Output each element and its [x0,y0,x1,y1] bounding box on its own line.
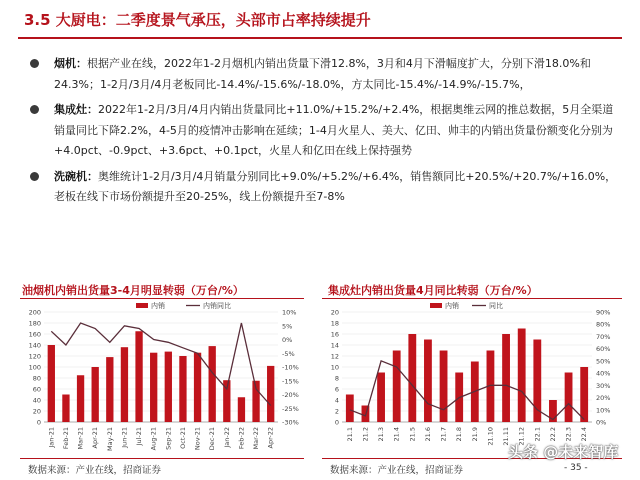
bullet-lead: 集成灶： [54,103,98,116]
y-tick-left: 0 [36,418,41,427]
x-tick-label: Mar-21 [76,427,85,450]
left-chart-source: 数据来源：产业在线，招商证券 [28,465,162,476]
y-tick-right: 10% [282,308,297,317]
y-tick-right: -30% [282,418,299,427]
bar-Apr-22 [267,366,274,422]
bar-21.5 [408,334,416,422]
x-tick-label: 21.1 [345,427,354,442]
bar-21.7 [440,351,448,423]
x-tick-label: 21.8 [455,427,464,442]
left-chart [18,300,308,458]
y-tick-left: 12 [330,352,339,361]
y-tick-right: 10% [596,406,611,415]
x-tick-label: 21.11 [502,427,511,446]
bar-Jul-21 [135,331,142,422]
y-tick-left: 200 [28,308,41,317]
y-tick-left: 180 [28,319,41,328]
x-tick-label: 22.4 [580,427,589,442]
bar-Oct-21 [179,356,186,422]
y-tick-right: 90% [596,308,611,317]
x-tick-label: Feb-22 [237,427,246,450]
y-tick-left: 100 [28,363,41,372]
bar-22.4 [580,367,588,422]
y-tick-left: 14 [330,341,339,350]
y-tick-right: -25% [282,404,299,413]
y-tick-right: 60% [596,345,611,354]
y-tick-left: 140 [28,341,41,350]
bullet-integrated-stove [28,100,622,162]
x-tick-label: 21.12 [517,427,526,446]
bar-21.12 [518,329,526,423]
bullet-text: 奥维统计1-2月/3月/4月销量分别同比+9.0%/+5.2%/+6.4%，销售额同比+20.5%/+20.7%/+16.0%，老板在线下市场份额提升至20-25%，线上份额提升至7-8% [54,169,617,203]
bullet-dot-icon [30,172,39,181]
legend-bar-swatch [430,303,442,308]
y-tick-left: 120 [28,352,41,361]
y-tick-right: 20% [596,394,611,403]
x-tick-label: 22.1 [533,427,542,442]
y-tick-left: 10 [330,363,339,372]
y-tick-left: 4 [334,396,339,405]
x-tick-label: 22.3 [564,427,573,442]
x-tick-label: 21.3 [377,427,386,442]
x-tick-label: Apr-21 [91,427,100,449]
x-tick-label: 21.5 [408,427,417,442]
y-tick-right: 0% [282,336,293,344]
right-chart-title: 集成灶内销出货量4月同比转弱（万台/%） [328,284,538,297]
y-tick-right: 30% [596,381,611,390]
y-tick-left: 40 [32,396,41,405]
bullet-lead: 烟机： [54,57,87,70]
x-tick-label: Jan-22 [222,427,231,448]
bar-21.11 [502,334,510,422]
x-tick-label: Nov-21 [193,427,202,451]
x-tick-label: Apr-22 [266,427,275,449]
x-tick-label: 21.4 [392,427,401,442]
right-chart-title-rule [322,298,622,299]
y-tick-left: 8 [334,374,339,383]
bar-Mar-21 [77,375,84,422]
y-tick-right: 70% [596,332,611,341]
y-tick-right: 50% [596,357,611,366]
bar-Jan-21 [48,345,55,422]
left-source-rule [20,458,304,459]
bar-Dec-21 [209,346,216,422]
left-chart-title: 油烟机内销出货量3-4月明显转弱（万台/%） [22,284,244,297]
x-tick-label: Dec-21 [208,427,217,451]
legend-bar-label: 内销 [445,302,459,310]
legend-line-label: 同比 [489,302,503,310]
y-tick-right: 80% [596,320,611,329]
left-chart-title-rule [20,298,304,299]
x-tick-label: Jun-21 [120,427,129,448]
y-tick-left: 18 [330,319,339,328]
bullet-lead: 洗碗机： [54,169,98,183]
bullet-text: 2022年1-2月/3月/4月内销出货量同比+11.0%/+15.2%/+2.4%，根据奥维云网的推总数据，5月全渠道销量同比下降2.2%，4-5月的疫情冲击影响在延续；1-4月火星人、美大、亿田、帅丰的内销出货量份额变化分别为+4.0pct、-0.9pct、+3.6pct、+0.1pct，火星人和亿田在线上保持强势 [54,103,614,157]
watermark: 头条 @未来智库 [508,443,619,461]
title-divider [18,37,622,39]
x-tick-label: 21.6 [423,427,432,442]
y-tick-right: -15% [282,377,299,386]
bullet-list [28,54,622,213]
bar-Feb-22 [238,397,245,422]
y-tick-right: -20% [282,391,299,399]
bar-Feb-21 [62,395,69,423]
y-tick-right: -5% [282,349,295,358]
bar-21.3 [377,373,385,423]
x-tick-label: 21.7 [439,427,448,442]
y-tick-right: 40% [596,369,611,378]
title-bar [0,0,640,40]
bar-22.3 [565,373,573,423]
y-tick-left: 60 [32,385,41,394]
x-tick-label: Sep-21 [164,427,173,450]
y-tick-left: 160 [28,330,41,339]
legend-bar-label: 内销 [151,302,165,310]
bullet-dot-icon [30,59,39,68]
right-chart-source: 数据来源：产业在线，招商证券 [330,465,464,476]
right-chart [320,300,622,458]
legend-line-label: 内销同比 [203,302,231,310]
bullet-dot-icon [30,105,39,114]
x-tick-label: Jan-21 [47,427,56,448]
y-tick-left: 16 [330,330,339,339]
bar-Nov-21 [194,353,201,422]
y-tick-right: -10% [282,363,299,372]
x-tick-label: Aug-21 [149,427,158,451]
x-tick-label: Feb-21 [61,427,70,450]
x-tick-label: 22.2 [548,427,557,442]
page-number: - 35 - [564,463,588,473]
y-tick-left: 2 [334,407,339,416]
bullet-range-hood [28,54,622,95]
y-tick-left: 0 [334,418,339,427]
bar-21.1 [346,395,354,423]
bar-Sep-21 [165,352,172,422]
x-tick-label: Oct-21 [178,427,187,449]
bar-Aug-21 [150,353,157,422]
page-title: 3.5 大厨电：二季度景气承压，头部市占率持续提升 [24,11,371,29]
x-tick-label: Mar-22 [252,427,261,450]
bar-21.6 [424,340,432,423]
bullet-dishwasher [28,167,622,208]
y-tick-right: 5% [282,322,293,331]
bar-Apr-21 [92,367,99,422]
x-tick-label: 21.9 [470,427,479,442]
y-tick-right: 0% [596,418,607,427]
bar-May-21 [106,357,113,422]
y-tick-left: 20 [330,308,339,317]
bullet-text: 根据产业在线，2022年1-2月烟机内销出货量下滑12.8%，3月和4月下滑幅度扩大，分别下滑18.0%和24.3%；1-2月/3月/4月老板同比-14.4%/-15.6%/-18.0%，方太同比-15.4%/-14.9%/-15.7%， [54,57,591,91]
x-tick-label: May-21 [105,427,114,451]
x-tick-label: 21.10 [486,427,495,446]
y-tick-left: 80 [32,374,41,383]
bar-Jun-21 [121,347,128,422]
y-tick-left: 6 [334,385,339,394]
legend-bar-swatch [136,303,148,308]
y-tick-left: 20 [32,407,41,416]
x-tick-label: 21.2 [361,427,370,442]
x-tick-label: Jul-21 [135,427,144,446]
bar-21.4 [393,351,401,423]
